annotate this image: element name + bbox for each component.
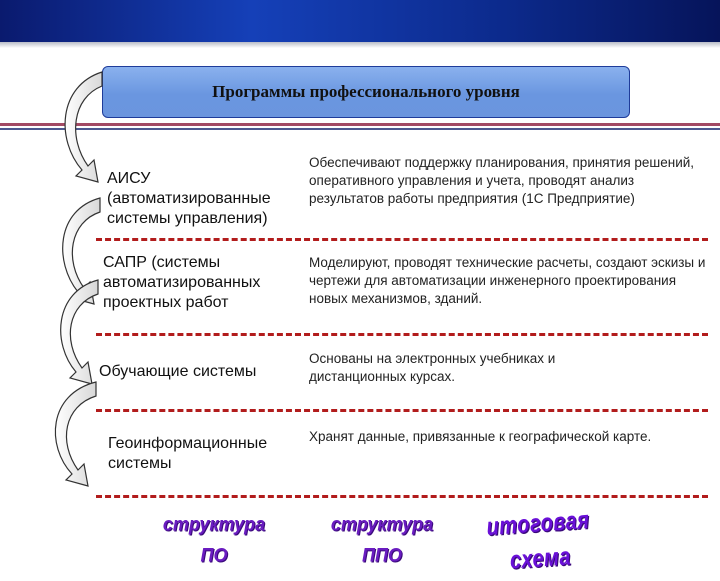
row-separator	[96, 238, 708, 241]
curved-arrow-icon	[65, 72, 102, 182]
curved-arrow-icon	[61, 280, 98, 384]
row-learning-desc: Основаны на электронных учебниках и дистанционных курсах.	[309, 351, 556, 384]
nav-structure-ppo-link[interactable]: структура ППО	[330, 513, 434, 566]
row-geo-desc: Хранят данные, привязанные к географической карте.	[309, 429, 652, 444]
row-sapr-name: САПР (системы автоматизированных проектных работ	[103, 254, 261, 311]
row-aisu-name: АИСУ (автоматизированные системы управления)	[107, 170, 271, 227]
row-separator	[96, 409, 708, 412]
page-title: Программы профессионального уровня	[212, 82, 520, 101]
row-sapr-desc: Моделируют, проводят технические расчеты, создают эскизы и чертежи для автоматизации инженерного проектирования новых механизмов, зданий.	[309, 255, 706, 306]
nav-final-scheme-link[interactable]: итоговая схема	[485, 506, 591, 575]
row-geo-name: Геоинформационные системы	[108, 435, 268, 472]
curved-arrow-icon	[55, 382, 96, 486]
row-separator	[96, 333, 708, 336]
row-learning-name: Обучающие системы	[99, 363, 257, 380]
nav-structure-po-link[interactable]: структура ПО	[162, 513, 266, 566]
row-aisu-desc: Обеспечивают поддержку планирования, принятия решений, оперативного управления и учета, проводят анализ результатов работы предприятия (1С Предприятие)	[309, 155, 695, 206]
row-separator	[96, 495, 708, 498]
